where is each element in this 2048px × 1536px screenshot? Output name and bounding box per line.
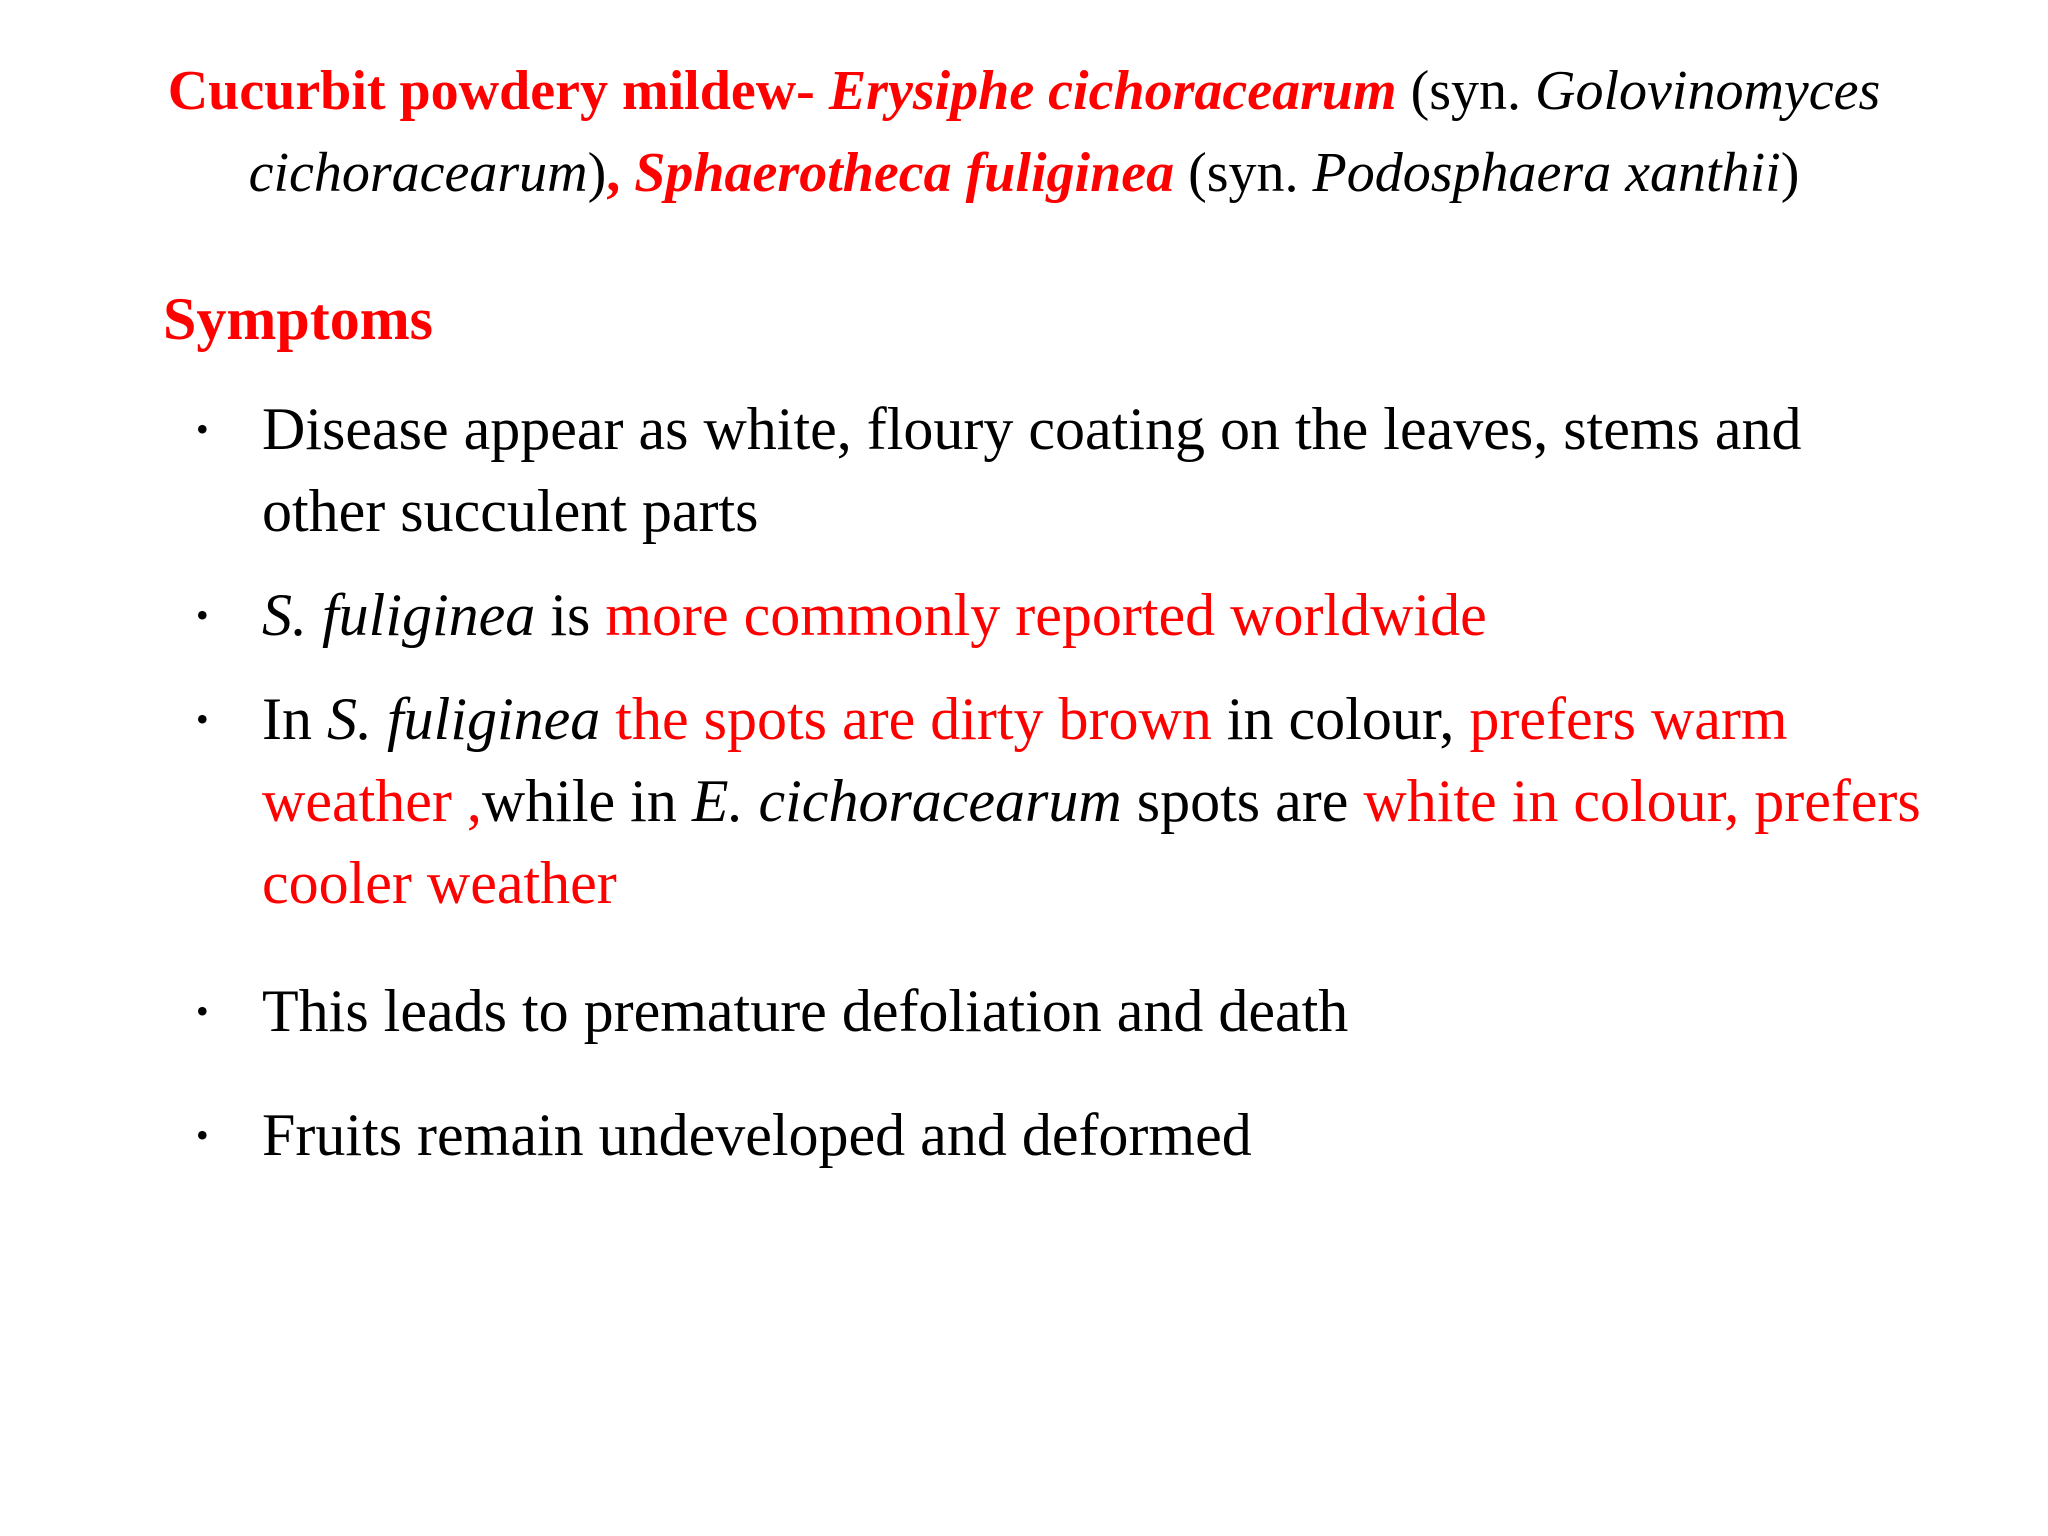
title-syn-prefix-1: (syn. — [1396, 60, 1536, 122]
title-syn-prefix-2: (syn. — [1174, 142, 1313, 204]
bullet-highlight: more commonly reported worldwide — [605, 582, 1487, 648]
bullet-text: Fruits remain undeveloped and deformed — [262, 1102, 1252, 1168]
bullet-item — [196, 388, 1922, 552]
bullet-dot: • — [196, 699, 209, 739]
title-syn-close-1: ) — [587, 142, 607, 204]
bullet-text: in colour, — [1211, 686, 1470, 752]
bullet-text: This leads to premature defoliation and death — [262, 978, 1349, 1044]
bullet-highlight: white in colour, prefers cooler weather — [262, 768, 1921, 916]
title-separator: , — [606, 142, 635, 204]
bullet-species-name: E. cichoracearum — [691, 768, 1122, 834]
bullet-dot: • — [196, 1115, 209, 1155]
title-pathogen-2: Sphaerotheca fuliginea — [634, 142, 1175, 204]
title-disease-name: Cucurbit powdery mildew- — [167, 60, 829, 122]
section-heading: Symptoms — [163, 286, 434, 352]
bullet-text: is — [535, 582, 606, 648]
bullet-dot: • — [196, 991, 209, 1031]
bullet-species-name: S. fuliginea — [262, 582, 536, 648]
bullet-text: Disease appear as white, floury coating on the leaves, stems and other succulent parts — [262, 396, 1802, 544]
bullet-highlight: the spots are dirty brown — [600, 686, 1212, 752]
bullet-text: while in — [481, 768, 692, 834]
title-synonym-1: Golovinomyces cichoracearum — [248, 60, 1881, 204]
bullet-text: In — [262, 686, 327, 752]
title-syn-close-2: ) — [1780, 142, 1800, 204]
bullet-species-name: S. fuliginea — [326, 686, 601, 752]
bullet-highlight: prefers warm weather , — [262, 686, 1788, 834]
bullet-item — [196, 970, 1922, 1052]
bullet-dot: • — [196, 595, 209, 635]
bullet-item — [196, 1094, 1922, 1176]
bullet-dot: • — [196, 409, 209, 449]
bullet-text: spots are — [1121, 768, 1364, 834]
bullet-item — [196, 678, 1922, 924]
title-pathogen-1: Erysiphe cichoracearum — [828, 60, 1397, 122]
bullet-item — [196, 574, 1922, 656]
title-synonym-2: Podosphaera xanthii — [1312, 142, 1781, 204]
